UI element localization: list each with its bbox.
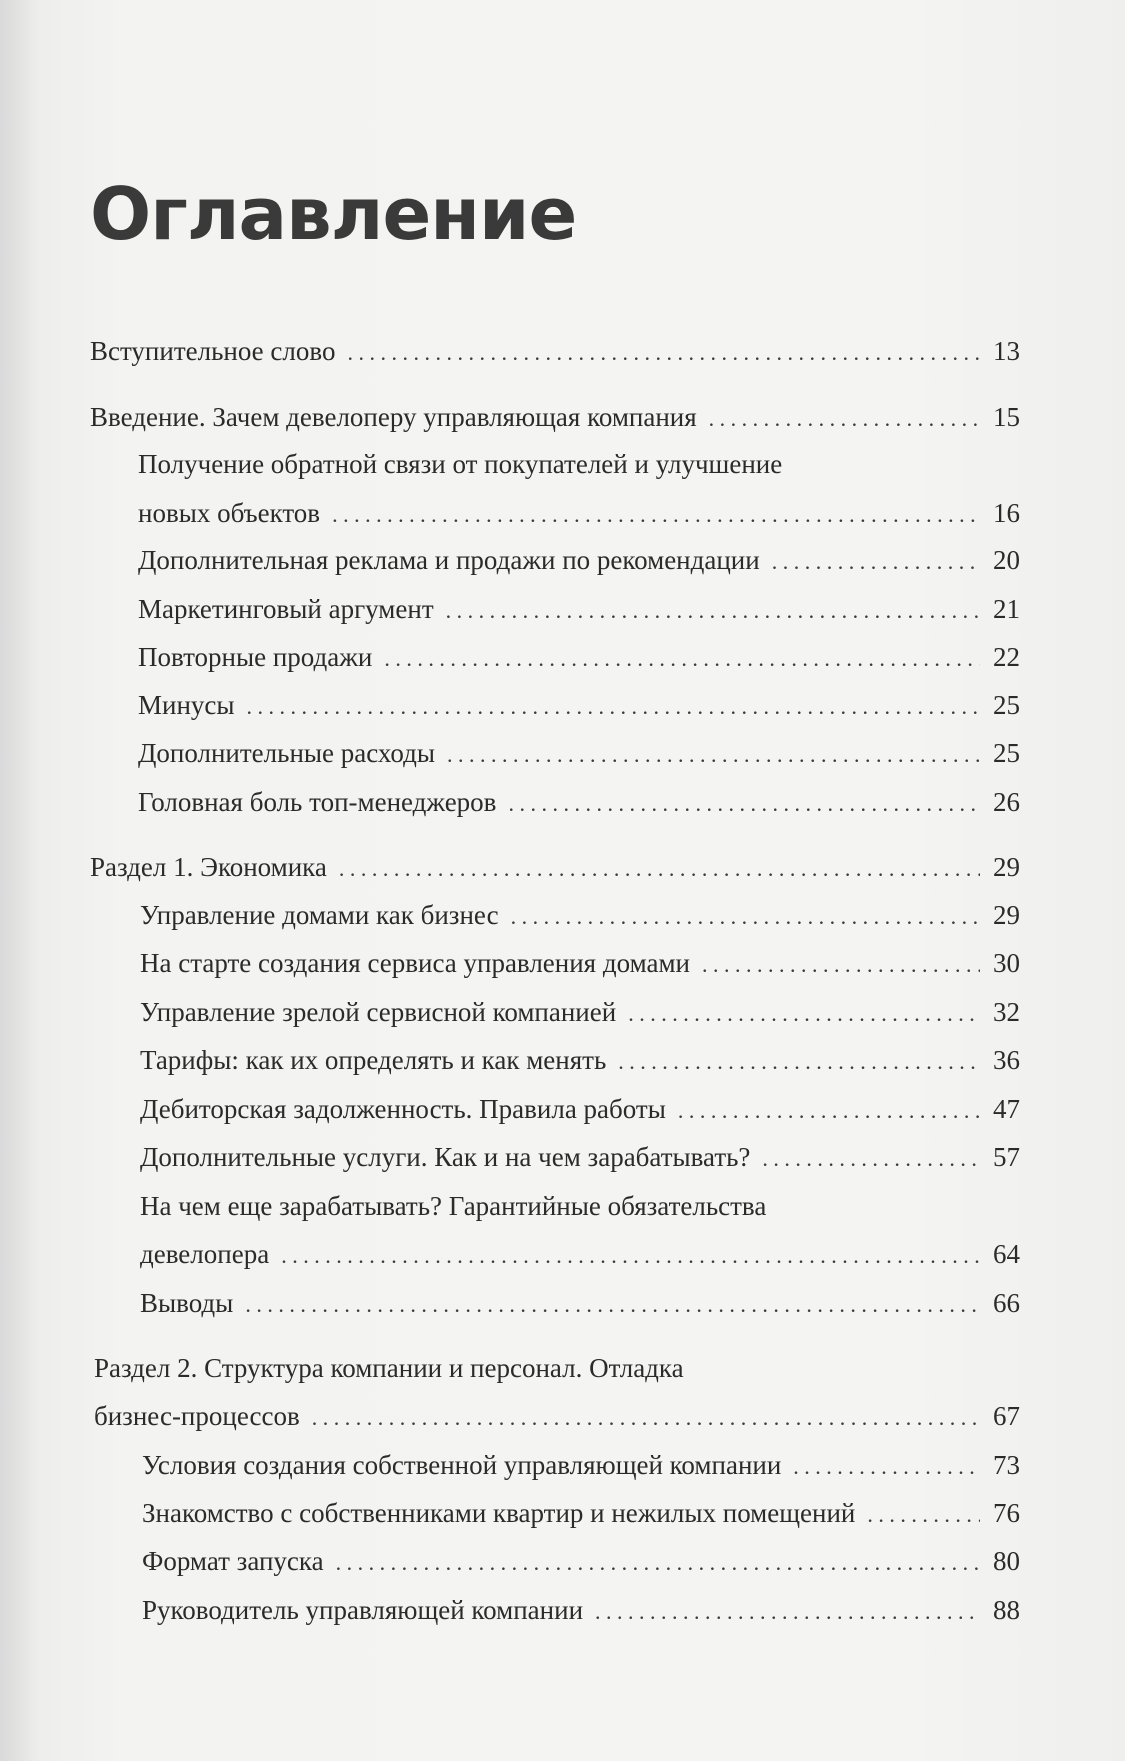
toc-entry-page: 36 <box>993 1045 1020 1075</box>
toc-entry[interactable] <box>138 789 1020 816</box>
toc-entry-title: Маркетинговый аргумент <box>138 594 434 624</box>
dot-leader <box>336 1552 980 1574</box>
toc-entry-page: 29 <box>993 900 1020 930</box>
toc-entry-title: Руководитель управляющей компании <box>142 1595 584 1625</box>
dot-leader <box>312 1407 980 1429</box>
toc-entry-page: 57 <box>993 1142 1020 1172</box>
toc-entry-page: 30 <box>993 948 1020 978</box>
toc-entry-title: Дополнительная реклама и продажи по рекомендации <box>138 545 760 575</box>
toc-entry[interactable] <box>142 1548 1020 1575</box>
toc-entry-title: Дебиторская задолженность. Правила работы <box>140 1094 666 1124</box>
toc-entry-title: Минусы <box>138 690 235 720</box>
toc-entry[interactable] <box>142 1597 1020 1624</box>
toc-entry-title: На старте создания сервиса управления домами <box>140 948 690 978</box>
toc-entry[interactable] <box>138 644 1020 671</box>
toc-entry-page: 13 <box>993 336 1020 366</box>
toc-entry-title: Дополнительные расходы <box>138 738 435 768</box>
dot-leader <box>618 1051 980 1073</box>
dot-leader <box>702 954 980 976</box>
toc-entry-page: 25 <box>993 738 1020 768</box>
toc-entry-title: бизнес-процессов <box>94 1401 300 1431</box>
toc-entry[interactable] <box>140 1241 1020 1268</box>
dot-leader <box>247 696 980 718</box>
toc-entry-page: 32 <box>993 997 1020 1027</box>
toc-entry[interactable] <box>140 1047 1020 1074</box>
toc-entry-title: Повторные продажи <box>138 642 373 672</box>
dot-leader <box>772 551 980 573</box>
toc-entry-page: 15 <box>993 402 1020 432</box>
toc-entry[interactable] <box>140 1144 1020 1171</box>
toc-entry-title: Условия создания собственной управляющей компании <box>142 1450 782 1480</box>
toc-entry-page: 20 <box>993 545 1020 575</box>
toc-entry[interactable] <box>138 596 1020 623</box>
toc-entry[interactable] <box>138 692 1020 719</box>
toc-entry-title: Управление зрелой сервисной компанией <box>140 997 617 1027</box>
toc-entry-page: 47 <box>993 1094 1020 1124</box>
dot-leader <box>446 600 980 622</box>
dot-leader <box>339 858 980 880</box>
toc-entry[interactable] <box>140 902 1020 929</box>
toc-entry-page: 21 <box>993 594 1020 624</box>
toc-entry-page: 25 <box>993 690 1020 720</box>
toc-entry[interactable] <box>140 950 1020 977</box>
toc-entry[interactable] <box>90 854 1020 881</box>
toc-entry-page: 26 <box>993 787 1020 817</box>
dot-leader <box>508 793 980 815</box>
toc-entry-page: 88 <box>993 1595 1020 1625</box>
toc-entry[interactable] <box>142 1500 1020 1527</box>
toc-entry[interactable] <box>138 740 1020 767</box>
dot-leader <box>332 504 980 526</box>
toc-entry-page: 76 <box>993 1498 1020 1528</box>
toc-entry-title: Раздел 1. Экономика <box>90 852 327 882</box>
toc-entry-title: Формат запуска <box>142 1546 324 1576</box>
toc-entry[interactable] <box>94 1403 1020 1430</box>
dot-leader <box>281 1245 980 1267</box>
toc-entry-page: 66 <box>993 1288 1020 1318</box>
dot-leader <box>447 744 980 766</box>
toc-entry[interactable] <box>90 404 1020 431</box>
toc-entry-title: Выводы <box>140 1288 234 1318</box>
toc-entry-page: 22 <box>993 642 1020 672</box>
toc-entry-title-line1: На чем еще зарабатывать? Гарантийные обязательства <box>140 1191 767 1221</box>
toc-entry-title-line1: Получение обратной связи от покупателей и улучшение <box>138 449 783 479</box>
toc-entry-page: 29 <box>993 852 1020 882</box>
dot-leader <box>628 1003 980 1025</box>
toc-entry[interactable] <box>140 999 1020 1026</box>
toc-entry-title-line1: Раздел 2. Структура компании и персонал. Отладка <box>94 1353 684 1383</box>
dot-leader <box>384 648 980 670</box>
toc-entry-page: 73 <box>993 1450 1020 1480</box>
toc-entry-title: новых объектов <box>138 498 321 528</box>
toc-entry[interactable] <box>140 1290 1020 1317</box>
dot-leader <box>678 1100 980 1122</box>
dot-leader <box>867 1504 980 1526</box>
toc-entry[interactable] <box>90 338 1020 365</box>
toc-entry-title: Знакомство с собственниками квартир и нежилых помещений <box>142 1498 856 1528</box>
toc-entry-title: Управление домами как бизнес <box>140 900 499 930</box>
toc-entry[interactable] <box>138 500 1020 527</box>
toc-entry-title: Тарифы: как их определять и как менять <box>140 1045 607 1075</box>
toc-entry[interactable] <box>140 1096 1020 1123</box>
dot-leader <box>762 1148 980 1170</box>
toc-entry-page: 64 <box>993 1239 1020 1269</box>
toc-entry-title: Введение. Зачем девелоперу управляющая компания <box>90 402 697 432</box>
toc-entry-page: 80 <box>993 1546 1020 1576</box>
toc-entry-title: Вступительное слово <box>90 336 336 366</box>
dot-leader <box>511 906 980 928</box>
toc-entry-title: девелопера <box>140 1239 270 1269</box>
dot-leader <box>347 342 980 364</box>
dot-leader <box>709 408 980 430</box>
toc-entry[interactable] <box>142 1452 1020 1479</box>
toc-entry[interactable] <box>138 547 1020 574</box>
toc-entry-title: Дополнительные услуги. Как и на чем зарабатывать? <box>140 1142 751 1172</box>
page-title: Оглавление <box>90 172 577 256</box>
toc-entry-page: 67 <box>993 1401 1020 1431</box>
dot-leader <box>793 1456 980 1478</box>
dot-leader <box>245 1294 980 1316</box>
toc-entry-page: 16 <box>993 498 1020 528</box>
dot-leader <box>595 1601 980 1623</box>
toc-entry-title: Головная боль топ-менеджеров <box>138 787 497 817</box>
